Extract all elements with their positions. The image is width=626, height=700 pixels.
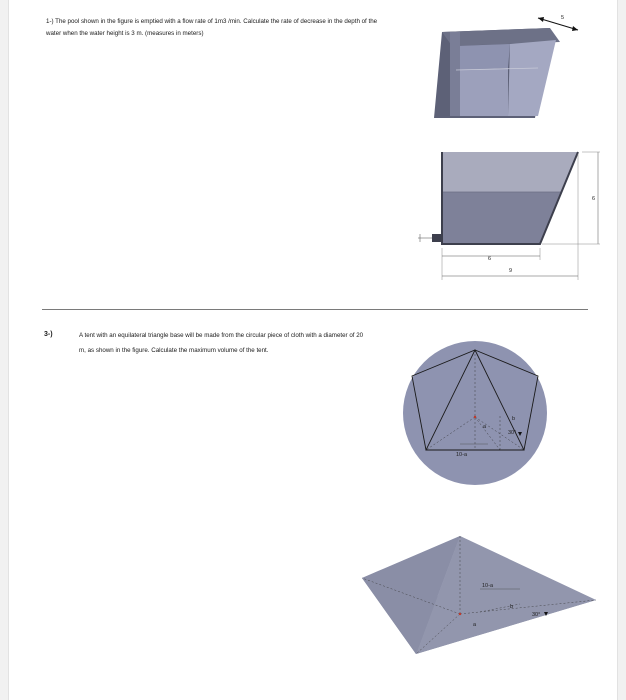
problem-3-number: 3-) — [44, 331, 53, 338]
problem-1-text: 1-) The pool shown in the figure is emptied with a flow rate of 1m3 /min. Calculate the rate of decrease in the depth of the water when the water height is 3 m. (measures in meters) — [46, 18, 378, 37]
page-frame-right — [617, 0, 626, 700]
tent-cloth-circle-figure — [400, 338, 550, 488]
circle-label-ten-minus-a: 10-a — [456, 452, 468, 458]
height-label: 6 — [592, 196, 596, 202]
section-divider — [42, 309, 588, 310]
pyramid-label-b: b — [510, 604, 514, 610]
circle-label-b: b — [512, 416, 516, 422]
pool-section-figure — [418, 148, 608, 288]
tent-pyramid-figure — [360, 530, 600, 660]
circle-label-angle: 30° — [508, 430, 517, 436]
pool-3d-shape — [434, 28, 560, 118]
page-frame-left — [0, 0, 9, 700]
top-length-label: 9 — [509, 268, 513, 274]
pool-top-dimension-line — [538, 18, 578, 30]
pool-width-label: 5 — [561, 15, 565, 21]
problem-3-text: A tent with an equilateral triangle base will be made from the circular piece of cloth with a diameter of 20 m, as shown in the figure. Calculate the maximum volume of the tent. — [79, 332, 364, 354]
pyramid-label-angle: 30° — [532, 612, 541, 618]
bottom-length-label: 6 — [488, 256, 492, 262]
circle-label-a: a — [483, 424, 487, 430]
pyramid-label-ten-minus-a: 10-a — [482, 583, 494, 589]
pool-3d-figure — [420, 12, 590, 127]
pyramid-label-a: a — [473, 622, 477, 628]
